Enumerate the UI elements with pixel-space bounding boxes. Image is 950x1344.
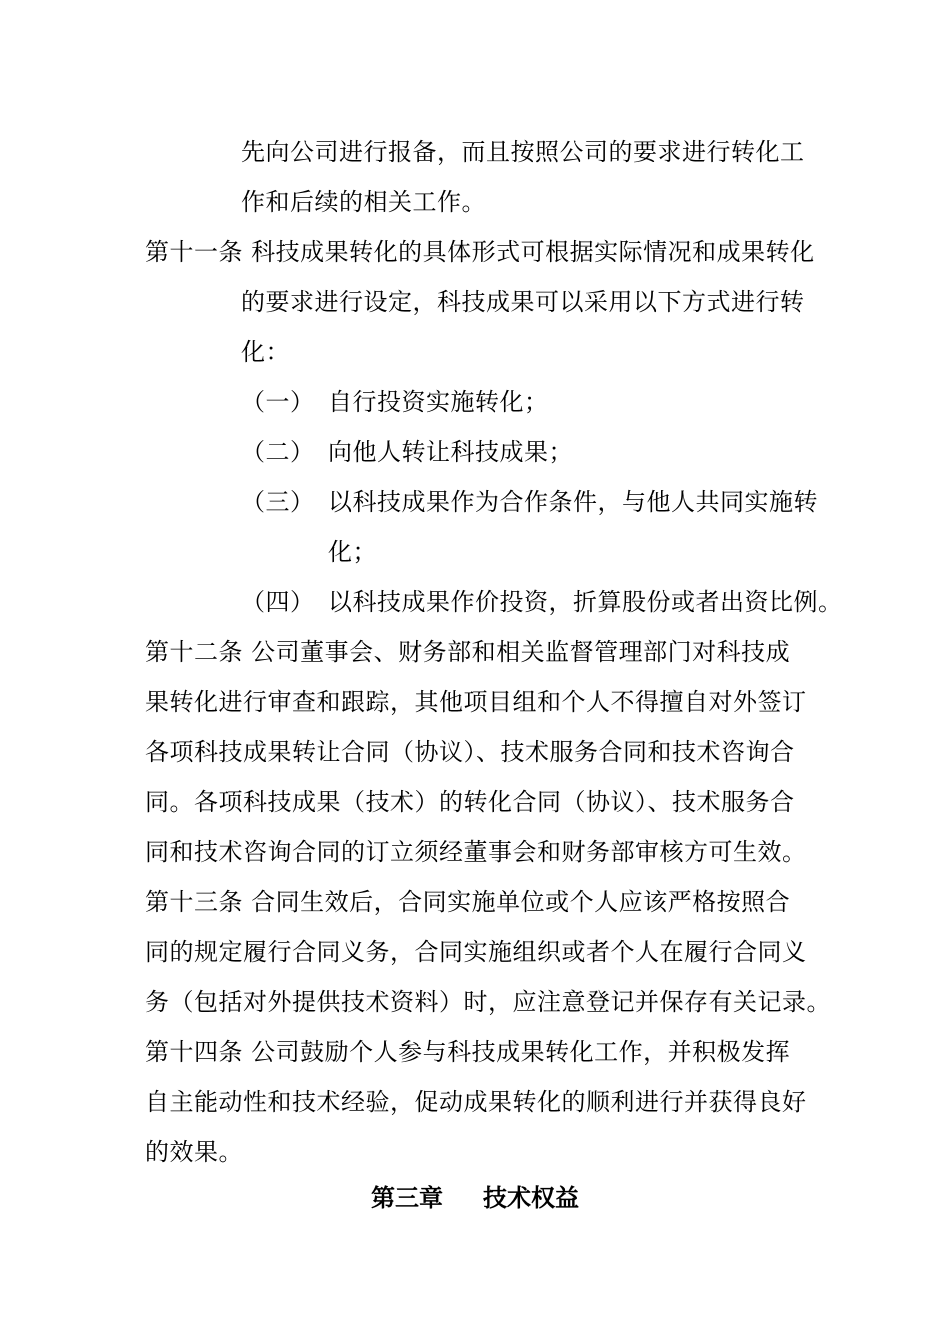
list-marker: （四） (241, 588, 315, 616)
text-line: 各项科技成果转让合同（协议）、技术服务合同和技术咨询合 (145, 738, 795, 766)
text-line: 务（包括对外提供技术资料）时，应注意登记并保存有关记录。 (145, 988, 831, 1016)
article-13-line: 第十三条 合同生效后，合同实施单位或个人应该严格按照合 (145, 888, 791, 916)
list-item-text: 以科技成果作为合作条件，与他人共同实施转 (328, 488, 818, 516)
text-line: 的要求进行设定，科技成果可以采用以下方式进行转 (241, 288, 805, 316)
article-12-line: 第十二条 公司董事会、财务部和相关监督管理部门对科技成 (145, 638, 791, 666)
text-line: 的效果。 (145, 1138, 243, 1166)
list-item-text: 以科技成果作价投资，折算股份或者出资比例。 (328, 588, 843, 616)
list-item-text: 自行投资实施转化； (328, 388, 549, 416)
text-line: 同和技术咨询合同的订立须经董事会和财务部审核方可生效。 (145, 838, 807, 866)
list-marker: （三） (241, 488, 315, 516)
list-marker: （二） (241, 438, 315, 466)
text-line: 作和后续的相关工作。 (241, 188, 486, 216)
chapter-title: 技术权益 (483, 1184, 579, 1212)
list-item-text: 向他人转让科技成果； (328, 438, 573, 466)
article-14-line: 第十四条 公司鼓励个人参与科技成果转化工作，并积极发挥 (145, 1038, 791, 1066)
list-item-text: 化； (328, 538, 377, 566)
text-line: 自主能动性和技术经验，促动成果转化的顺利进行并获得良好 (145, 1088, 807, 1116)
text-line: 果转化进行审查和跟踪，其他项目组和个人不得擅自对外签订 (145, 688, 807, 716)
text-line: 同。各项科技成果（技术）的转化合同（协议）、技术服务合 (145, 788, 795, 816)
article-11-line: 第十一条 科技成果转化的具体形式可根据实际情况和成果转化 (145, 238, 815, 266)
text-line: 化： (241, 338, 290, 366)
chapter-number: 第三章 (371, 1184, 443, 1212)
text-line: 先向公司进行报备，而且按照公司的要求进行转化工 (241, 138, 805, 166)
list-marker: （一） (241, 388, 315, 416)
chapter-heading (0, 1182, 950, 1214)
text-line: 同的规定履行合同义务，合同实施组织或者个人在履行合同义 (145, 938, 807, 966)
